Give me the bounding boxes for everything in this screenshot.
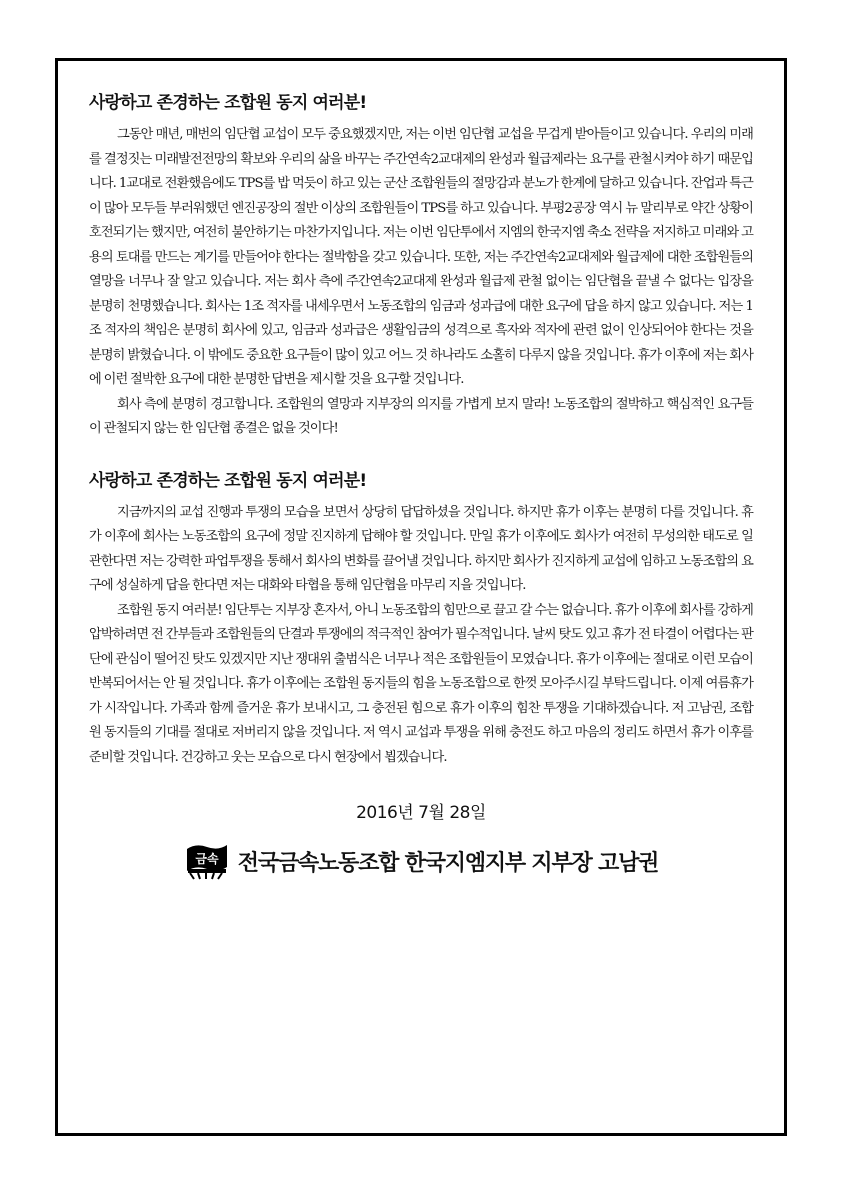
section-2-heading: 사랑하고 존경하는 조합원 동지 여러분! [89,470,367,491]
section-2-paragraph-2: 조합원 동지 여러분! 임단투는 지부장 혼자서, 아니 노동조합의 힘만으로 끌고 갈 수는 없습니다. 휴가 이후에 회사를 강하게 압박하려면 전 간부들과 조합원들의 단결과 투쟁에의 적극적인 참여가 필수적입니다. 날씨 탓도 있고 휴가 전 타결이 어렵다는 판단에 관심이 떨어진 탓도 있겠지만 지난 쟁대위 출범식은 너무나 적은 조합원들이 모였습니다. 휴가 이후에는 절대로 이런 모습이 반복되어서는 안 될 것입니다. 휴가 이후에는 조합원 동지들의 힘을 노동조합으로 한껏 모아주시길 부탁드립니다. 이제 여름휴가가 시작입니다. 가족과 함께 즐거운 휴가 보내시고, 그 충전된 힘으로 휴가 이후의 힘찬 투쟁을 기대하겠습니다. 저 고남권, 조합원 동지들의 기대를 절대로 저버리지 않을 것입니다. 저 역시 교섭과 투쟁을 위해 충전도 하고 마음의 정리도 하면서 휴가 이후를 준비할 것입니다. 건강하고 웃는 모습으로 다시 현장에서 뵙겠습니다. [89,602,753,765]
signature-text: 전국금속노동조합 한국지엠지부 지부장 고남권 [237,850,659,876]
section-1-paragraph-1: 그동안 매년, 매번의 임단협 교섭이 모두 중요했겠지만, 저는 이번 임단협 교섭을 무겁게 받아들이고 있습니다. 우리의 미래를 결정짓는 미래발전전망의 확보와 우리의 삶을 바꾸는 주간연속2교대제의 완성과 월급제라는 요구를 관철시켜야 하기 때문입니다. 1교대로 전환했음에도 TPS를 밥 먹듯이 하고 있는 군산 조합원들의 절망감과 분노가 한계에 달하고 있습니다. 잔업과 특근이 많아 모두들 부러워했던 엔진공장의 절반 이상의 조합원들이 TPS를 하고 있습니다. 부평2공장 역시 뉴 말리부로 약간 상황이 호전되기는 했지만, 여전히 불안하기는 마찬가지입니다. 저는 이번 임단투에서 지엠의 한국지엠 축소 전략을 저지하고 미래와 고용의 토대를 만드는 계기를 만들어야 한다는 절박함을 갖고 있습니다. 또한, 저는 주간연속2교대제와 월급제에 대한 조합원들의 열망을 너무나 잘 알고 있습니다. 저는 회사 측에 주간연속2교대제 완성과 월급제 관철 없이는 임단협을 끝낼 수 없다는 입장을 분명히 천명했습니다. 회사는 1조 적자를 내세우면서 노동조합의 임금과 성과급에 대한 요구에 답을 하지 않고 있습니다. 저는 1조 적자의 책임은 분명히 회사에 있고, 임금과 성과급은 생활임금의 성격으로 흑자와 적자에 관련 없이 인상되어야 한다는 것을 분명히 밝혔습니다. 이 밖에도 중요한 요구들이 많이 있고 어느 것 하나라도 소홀히 다루지 않을 것입니다. 휴가 이후에 저는 회사에 이런 절박한 요구에 대한 분명한 답변을 제시할 것을 요구할 것입니다. [89,127,753,387]
letter-date: 2016년 7월 28일 [356,803,486,823]
section-1-heading: 사랑하고 존경하는 조합원 동지 여러분! [89,93,367,113]
letter-body [89,88,753,881]
logo-text: 금속 [195,852,219,866]
signature-block [89,841,753,881]
section-1-paragraph-2: 회사 측에 분명히 경고합니다. 조합원의 열망과 지부장의 의지를 가볍게 보지 말라! 노동조합의 절박하고 핵심적인 요구들이 관철되지 않는 한 임단협 종결은 없을 것이다! [89,396,753,436]
union-logo-icon [184,841,230,881]
section-1 [89,88,753,442]
section-2-paragraph-1: 지금까지의 교섭 진행과 투쟁의 모습을 보면서 상당히 답답하셨을 것입니다. 하지만 휴가 이후는 분명히 다를 것입니다. 휴가 이후에 회사는 노동조합의 요구에 정말 진지하게 답해야 할 것입니다. 만일 휴가 이후에도 회사가 여전히 무성의한 태도로 일관한다면 저는 강력한 파업투쟁을 통해서 회사의 변화를 끌어낼 것입니다. 하지만 회사가 진지하게 교섭에 임하고 노동조합의 요구에 성실하게 답을 한다면 저는 대화와 타협을 통해 임단협을 마무리 지을 것입니다. [89,504,753,593]
section-2 [89,466,753,771]
